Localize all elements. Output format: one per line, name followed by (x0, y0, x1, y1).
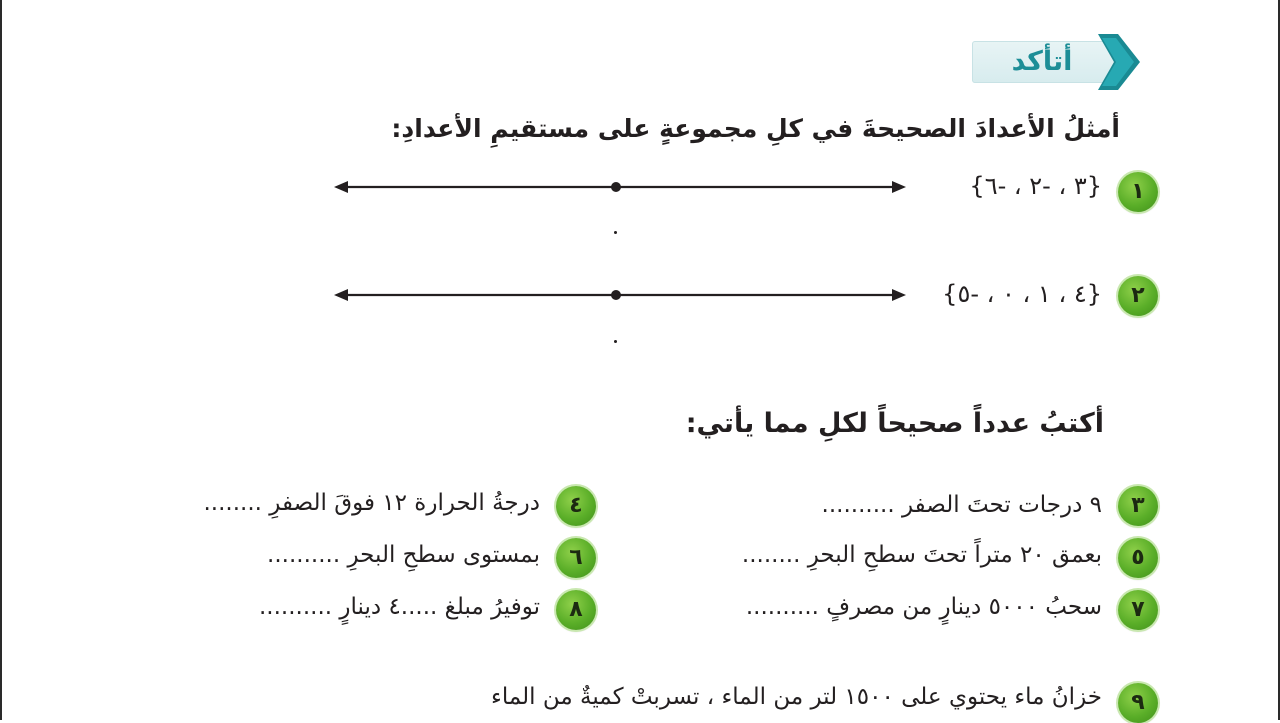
item-text: بمستوى سطحِ البحرِ .......... (267, 542, 540, 568)
number-line (330, 282, 910, 308)
item-text: درجةُ الحرارة ١٢ فوقَ الصفرِ ........ (203, 490, 540, 516)
item-number-badge: ٤ (556, 486, 596, 526)
exercise-set: {٣ ، -٢ ، -٦} (969, 172, 1102, 200)
item-number-badge: ٧ (1118, 590, 1158, 630)
chevron-arrow-icon (1098, 34, 1140, 90)
exercise-number-badge: ١ (1118, 172, 1158, 212)
exercise-number-badge: ٢ (1118, 276, 1158, 316)
item-number-badge: ٩ (1118, 683, 1158, 723)
item-number-badge: ٦ (556, 538, 596, 578)
zero-mark (614, 340, 617, 343)
page-border-left (0, 0, 2, 720)
item-number-badge: ٣ (1118, 486, 1158, 526)
item-text: ٩ درجات تحتَ الصفر .......... (821, 492, 1102, 518)
item-text: توفيرُ مبلغ .....٤ دينارٍ .......... (259, 594, 540, 620)
item-number-badge: ٨ (556, 590, 596, 630)
number-line (330, 174, 910, 200)
section1-instruction: أمثلُ الأعدادَ الصحيحةَ في كلِ مجموعةٍ على مستقيمِ الأعدادِ: (391, 114, 1120, 143)
banner-title: أتأكد (1011, 46, 1073, 77)
section2-instruction: أكتبُ عدداً صحيحاً لكلِ مما يأتي: (685, 408, 1104, 439)
item-text: بعمق ٢٠ متراً تحتَ سطحِ البحرِ ........ (741, 542, 1102, 568)
section-banner (972, 34, 1167, 90)
item-text: سحبُ ٥٠٠٠ دينارٍ من مصرفٍ .......... (745, 594, 1102, 620)
exercise-set: {٤ ، ١ ، ٠ ، -٥} (942, 280, 1102, 308)
item-text: خزانُ ماء يحتوي على ١٥٠٠ لتر من الماء ، تسربتْ كميةٌ من الماء (491, 684, 1102, 710)
item-number-badge: ٥ (1118, 538, 1158, 578)
zero-mark (614, 231, 617, 234)
